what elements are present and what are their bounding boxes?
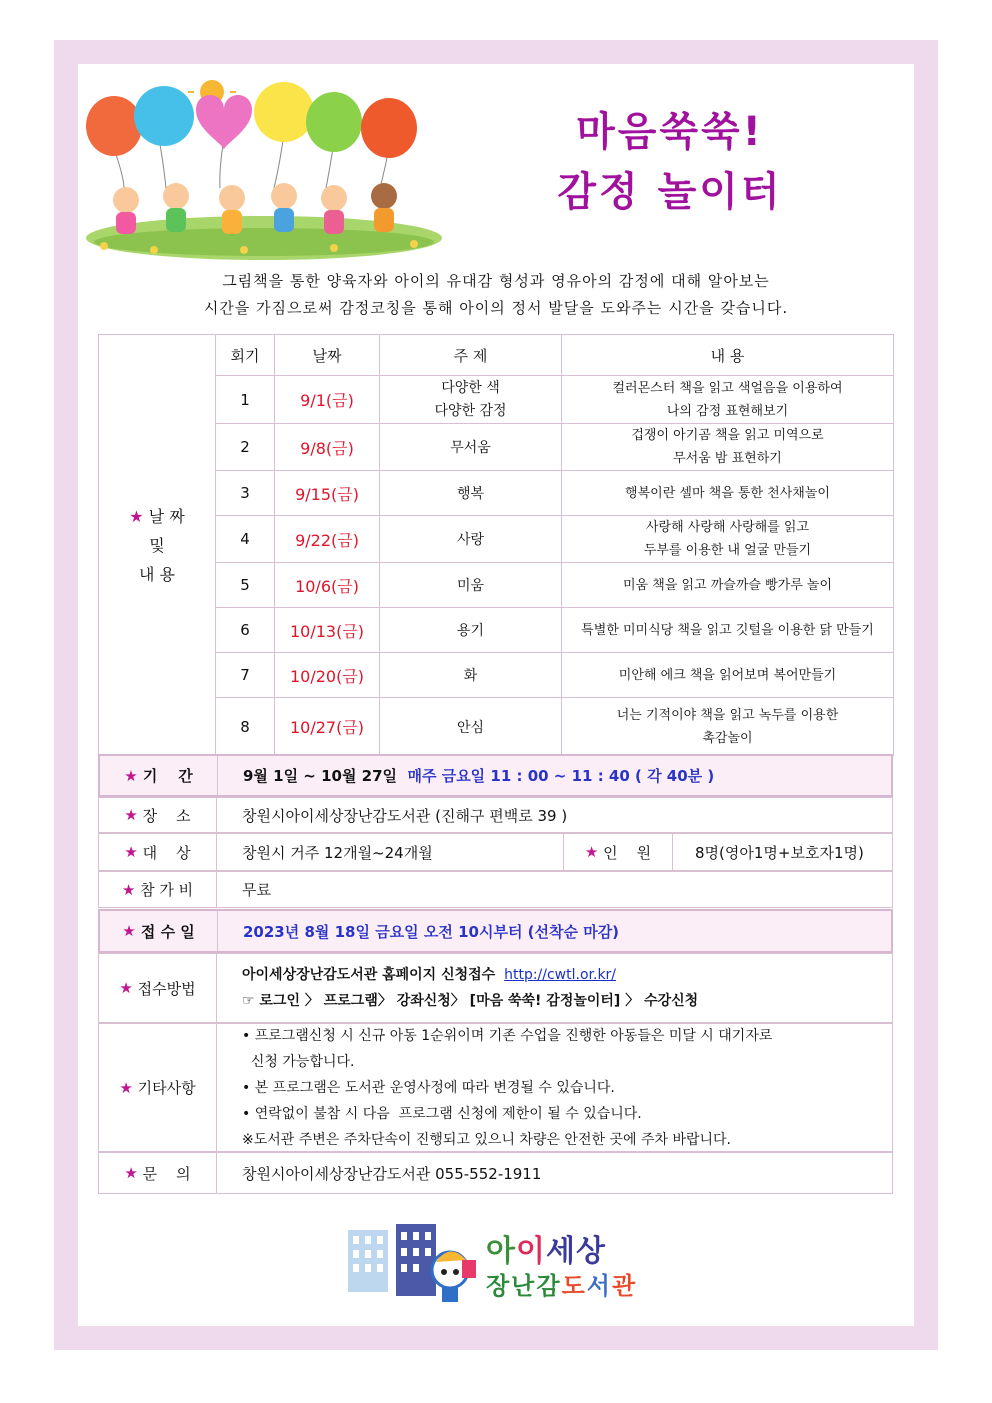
session-topic: 사랑 [380, 516, 562, 563]
session-content: 너는 기적이야 책을 읽고 녹두를 이용한 촉감놀이 [562, 698, 894, 756]
title-line1: 마음쑥쑥! [576, 109, 764, 155]
schedule-header-row [99, 335, 894, 376]
side-label-3: 내 용 [139, 564, 175, 584]
header-session: 회기 [216, 335, 275, 376]
session-topic: 다양한 색 다양한 감정 [380, 376, 562, 424]
etc-line: ※도서관 주변은 주차단속이 진행되고 있으니 차량은 안전한 곳에 주차 바랍니다. [242, 1131, 731, 1148]
table-row [99, 653, 894, 698]
star-icon: ★ [584, 843, 599, 861]
count-value: 8명(영아1명+보호자1명) [695, 843, 864, 862]
etc-line: 신청 가능합니다. [242, 1053, 355, 1070]
star-icon: ★ [129, 506, 144, 526]
star-icon: ★ [124, 843, 138, 861]
session-date: 9/15(금) [275, 471, 380, 516]
period-label: ★ 기 간 [100, 756, 218, 795]
table-row [99, 516, 894, 563]
session-topic: 용기 [380, 608, 562, 653]
table-row [99, 698, 894, 756]
contact-label: ★ 문 의 [99, 1153, 217, 1193]
session-date: 10/6(금) [275, 563, 380, 608]
session-date: 9/22(금) [275, 516, 380, 563]
method-value [242, 954, 698, 1022]
session-content: 사랑해 사랑해 사랑해를 읽고 두부를 이용한 내 얼굴 만들기 [562, 516, 894, 563]
side-label-2: 및 [149, 535, 165, 555]
etc-row [98, 1023, 893, 1152]
star-icon: ★ [124, 806, 138, 824]
reception-label: ★ 접 수 일 [100, 911, 218, 951]
session-number: 5 [216, 563, 275, 608]
etc-line: • 프로그램신청 시 신규 아동 1순위이며 기존 수업을 진행한 아동들은 미달 시 대기자로 [242, 1027, 773, 1044]
header-content: 내 용 [562, 335, 894, 376]
intro-line1: 그림책을 통한 양육자와 아이의 유대감 형성과 영유아의 감정에 대해 알아보는 [222, 272, 770, 290]
method-row [98, 953, 893, 1023]
reception-value: 2023년 8월 18일 금요일 오전 10시부터 (선착순 마감) [243, 922, 620, 941]
intro-line2: 시간을 가짐으로써 감정코칭을 통해 아이의 정서 발달을 도와주는 시간을 갖습니다. [203, 299, 789, 317]
session-content: 미안해 에크 책을 읽어보며 복어만들기 [562, 653, 894, 698]
logo-line1: 아이세상 [486, 1234, 606, 1269]
session-content: 특별한 미미식당 책을 읽고 깃털을 이용한 닭 만들기 [562, 608, 894, 653]
table-row [99, 376, 894, 424]
count-label: ★ 인 원 [563, 834, 673, 870]
star-icon: ★ [119, 1078, 133, 1097]
session-topic: 안심 [380, 698, 562, 756]
session-number: 8 [216, 698, 275, 756]
session-topic: 화 [380, 653, 562, 698]
logo-line1-rest: 세상 [545, 1234, 606, 1269]
period-value: 9월 1일 ~ 10월 27일 매주 금요일 11 : 00 ~ 11 : 40 ( 각 40분 ) [243, 767, 715, 785]
homepage-link[interactable]: http://cwtl.or.kr/ [504, 967, 617, 983]
star-icon: ★ [124, 1164, 138, 1182]
session-content: 행복이란 셀마 책을 통한 천사채놀이 [562, 471, 894, 516]
logo-line2: 장난감도서관 [486, 1272, 638, 1300]
method-label: ★ 접수방법 [99, 954, 217, 1022]
method-line1: 아이세상장난감도서관 홈페이지 신청접수 [242, 967, 496, 983]
place-value: 창원시아이세상장난감도서관 (진해구 편백로 39 ) [242, 806, 568, 825]
session-topic: 미움 [380, 563, 562, 608]
star-icon: ★ [119, 979, 133, 997]
side-label-1: 날 짜 [148, 506, 185, 526]
table-row [99, 471, 894, 516]
session-number: 3 [216, 471, 275, 516]
contact-value: 창원시아이세상장난감도서관 055-552-1911 [242, 1164, 542, 1183]
contact-row [98, 1152, 893, 1194]
session-date: 10/27(금) [275, 698, 380, 756]
table-row [99, 563, 894, 608]
schedule-table [98, 334, 894, 756]
title-line2: 감정 놀이터 [557, 169, 783, 215]
session-topic: 행복 [380, 471, 562, 516]
etc-label: ★ 기타사항 [99, 1024, 217, 1151]
target-value: 창원시 거주 12개월~24개월 [242, 843, 433, 862]
schedule-side-label [99, 335, 216, 756]
session-date: 10/20(금) [275, 653, 380, 698]
reception-row [98, 909, 893, 953]
session-topic: 무서움 [380, 424, 562, 471]
session-number: 1 [216, 376, 275, 424]
target-label: ★ 대 상 [99, 834, 217, 870]
balloons-kids-illustration [84, 78, 444, 260]
etc-value [242, 1024, 772, 1151]
table-row [99, 608, 894, 653]
fee-row [98, 871, 893, 908]
library-logo [344, 1220, 644, 1310]
library-building-icon [344, 1220, 484, 1310]
place-label: ★ 장 소 [99, 798, 217, 832]
session-date: 9/1(금) [275, 376, 380, 424]
etc-line: • 본 프로그램은 도서관 운영사정에 따라 변경될 수 있습니다. [242, 1079, 615, 1096]
fee-value: 무료 [242, 881, 271, 899]
session-content: 컬러몬스터 책을 읽고 색얼음을 이용하여 나의 감정 표현해보기 [562, 376, 894, 424]
session-number: 7 [216, 653, 275, 698]
session-number: 2 [216, 424, 275, 471]
fee-label: ★ 참 가 비 [99, 872, 217, 907]
place-row [98, 797, 893, 833]
session-content: 미움 책을 읽고 까슬까슬 빵가루 놀이 [562, 563, 894, 608]
header-topic: 주 제 [380, 335, 562, 376]
session-date: 9/8(금) [275, 424, 380, 471]
session-date: 10/13(금) [275, 608, 380, 653]
method-line2: ☞ 로그인 〉 프로그램〉 강좌신청〉 [마음 쑥쑥! 감정놀이터] 〉 수강신청 [242, 993, 699, 1009]
star-icon: ★ [124, 766, 138, 785]
header-date: 날짜 [275, 335, 380, 376]
period-row [98, 754, 893, 797]
session-number: 6 [216, 608, 275, 653]
target-row [98, 833, 893, 871]
star-icon: ★ [121, 880, 136, 899]
etc-line: • 연락없이 불참 시 다음 프로그램 신청에 제한이 될 수 있습니다. [242, 1105, 642, 1122]
session-number: 4 [216, 516, 275, 563]
star-icon: ★ [122, 922, 136, 940]
session-content: 겁쟁이 아기곰 책을 읽고 미역으로 무서움 밤 표현하기 [562, 424, 894, 471]
table-row [99, 424, 894, 471]
